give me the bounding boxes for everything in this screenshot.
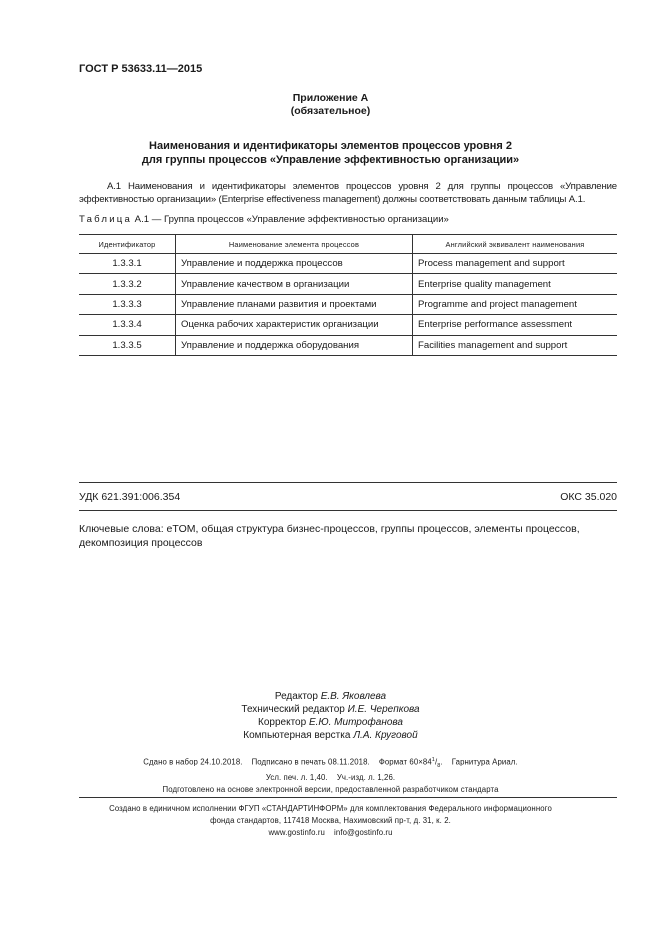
footer-line-2: фонда стандартов, 117418 Москва, Нахимовский пр-т, д. 31, к. 2. <box>210 816 451 825</box>
publisher-footer <box>0 803 661 839</box>
separator-line <box>79 510 617 511</box>
section-title-line-2: для группы процессов «Управление эффективностью организации» <box>141 154 520 166</box>
document-code: ГОСТ Р 53633.11—2015 <box>79 63 203 75</box>
staff-line <box>0 703 661 716</box>
cell-identifier: 1.3.3.5 <box>79 335 176 355</box>
cell-identifier: 1.3.3.1 <box>79 254 176 274</box>
staff-name: Е.Ю. Митрофанова <box>308 717 403 728</box>
cell-english-name: Process management and support <box>413 254 618 274</box>
annex-title: Приложение А <box>292 92 369 104</box>
cell-english-name: Enterprise quality management <box>413 274 618 294</box>
publication-line-1 <box>0 754 661 772</box>
header-identifier: Идентификатор <box>79 235 176 254</box>
cell-english-name: Facilities management and support <box>413 335 618 355</box>
cell-english-name: Enterprise performance assessment <box>413 315 618 335</box>
section-title <box>0 139 661 167</box>
staff-role: Технический редактор <box>241 704 345 715</box>
separator-line <box>79 797 617 798</box>
format-numerator: 1 <box>431 757 435 763</box>
table-row <box>79 335 617 355</box>
publication-typeface: . Гарнитура Ариал. <box>440 757 518 767</box>
annex-heading <box>0 92 661 118</box>
cell-identifier: 1.3.3.4 <box>79 315 176 335</box>
staff-line <box>0 729 661 742</box>
cell-english-name: Programme and project management <box>413 294 618 314</box>
staff-role: Корректор <box>258 717 307 728</box>
table-row <box>79 315 617 335</box>
staff-name: И.Е. Черепкова <box>347 704 420 715</box>
staff-line <box>0 716 661 729</box>
annex-status: (обязательное) <box>290 105 371 117</box>
header-element-name: Наименование элемента процессов <box>176 235 413 254</box>
cell-identifier: 1.3.3.2 <box>79 274 176 294</box>
staff-role: Компьютерная верстка <box>243 730 351 741</box>
staff-role: Редактор <box>274 691 318 702</box>
table-caption-text: А.1 — Группа процессов «Управление эффективностью организации» <box>132 214 449 225</box>
editorial-staff <box>0 690 661 742</box>
udk-code: УДК 621.391:006.354 <box>79 491 181 503</box>
oks-code: ОКС 35.020 <box>560 491 617 503</box>
process-table <box>79 234 617 356</box>
staff-name: Л.А. Круговой <box>353 730 418 741</box>
table-header-row <box>79 235 617 254</box>
cell-identifier: 1.3.3.3 <box>79 294 176 314</box>
table-row <box>79 294 617 314</box>
publication-dates: Сдано в набор 24.10.2018. Подписано в печать 08.11.2018. Формат 60×84 <box>143 757 432 767</box>
publication-line-3: Подготовлено на основе электронной версии, предоставленной разработчиком стандарта <box>162 785 499 795</box>
section-title-line-1: Наименования и идентификаторы элементов процессов уровня 2 <box>149 140 512 152</box>
footer-line-1: Создано в единичном исполнении ФГУП «СТАНДАРТИНФОРМ» для комплектования Федерального информационного <box>109 804 552 813</box>
table-row <box>79 274 617 294</box>
format-slash: / <box>434 757 438 767</box>
cell-element-name: Оценка рабочих характеристик организации <box>176 315 413 335</box>
header-english-equivalent: Английский эквивалент наименования <box>413 235 618 254</box>
cell-element-name: Управление планами развития и проектами <box>176 294 413 314</box>
staff-line <box>0 690 661 703</box>
publication-info <box>0 754 661 796</box>
table-caption-word: Таблица <box>79 214 133 225</box>
format-denominator: 8 <box>437 763 441 770</box>
separator-line <box>79 482 617 483</box>
table-row <box>79 254 617 274</box>
cell-element-name: Управление и поддержка процессов <box>176 254 413 274</box>
staff-name: Е.В. Яковлева <box>320 691 387 702</box>
intro-paragraph: А.1 Наименования и идентификаторы элементов процессов уровня 2 для группы процессов «Управление эффективностью организации» (Enterprise effectiveness management) должны соответствовать данным таблицы А.1. <box>79 181 617 205</box>
keywords: Ключевые слова: eTOM, общая структура бизнес-процессов, группы процессов, элементы процессов, декомпозиция процессов <box>79 523 580 549</box>
footer-contacts: www.gostinfo.ru info@gostinfo.ru <box>268 828 393 837</box>
publication-line-2: Усл. печ. л. 1,40. Уч.-изд. л. 1,26. <box>265 773 396 783</box>
cell-element-name: Управление качеством в организации <box>176 274 413 294</box>
table-caption <box>79 214 449 225</box>
cell-element-name: Управление и поддержка оборудования <box>176 335 413 355</box>
